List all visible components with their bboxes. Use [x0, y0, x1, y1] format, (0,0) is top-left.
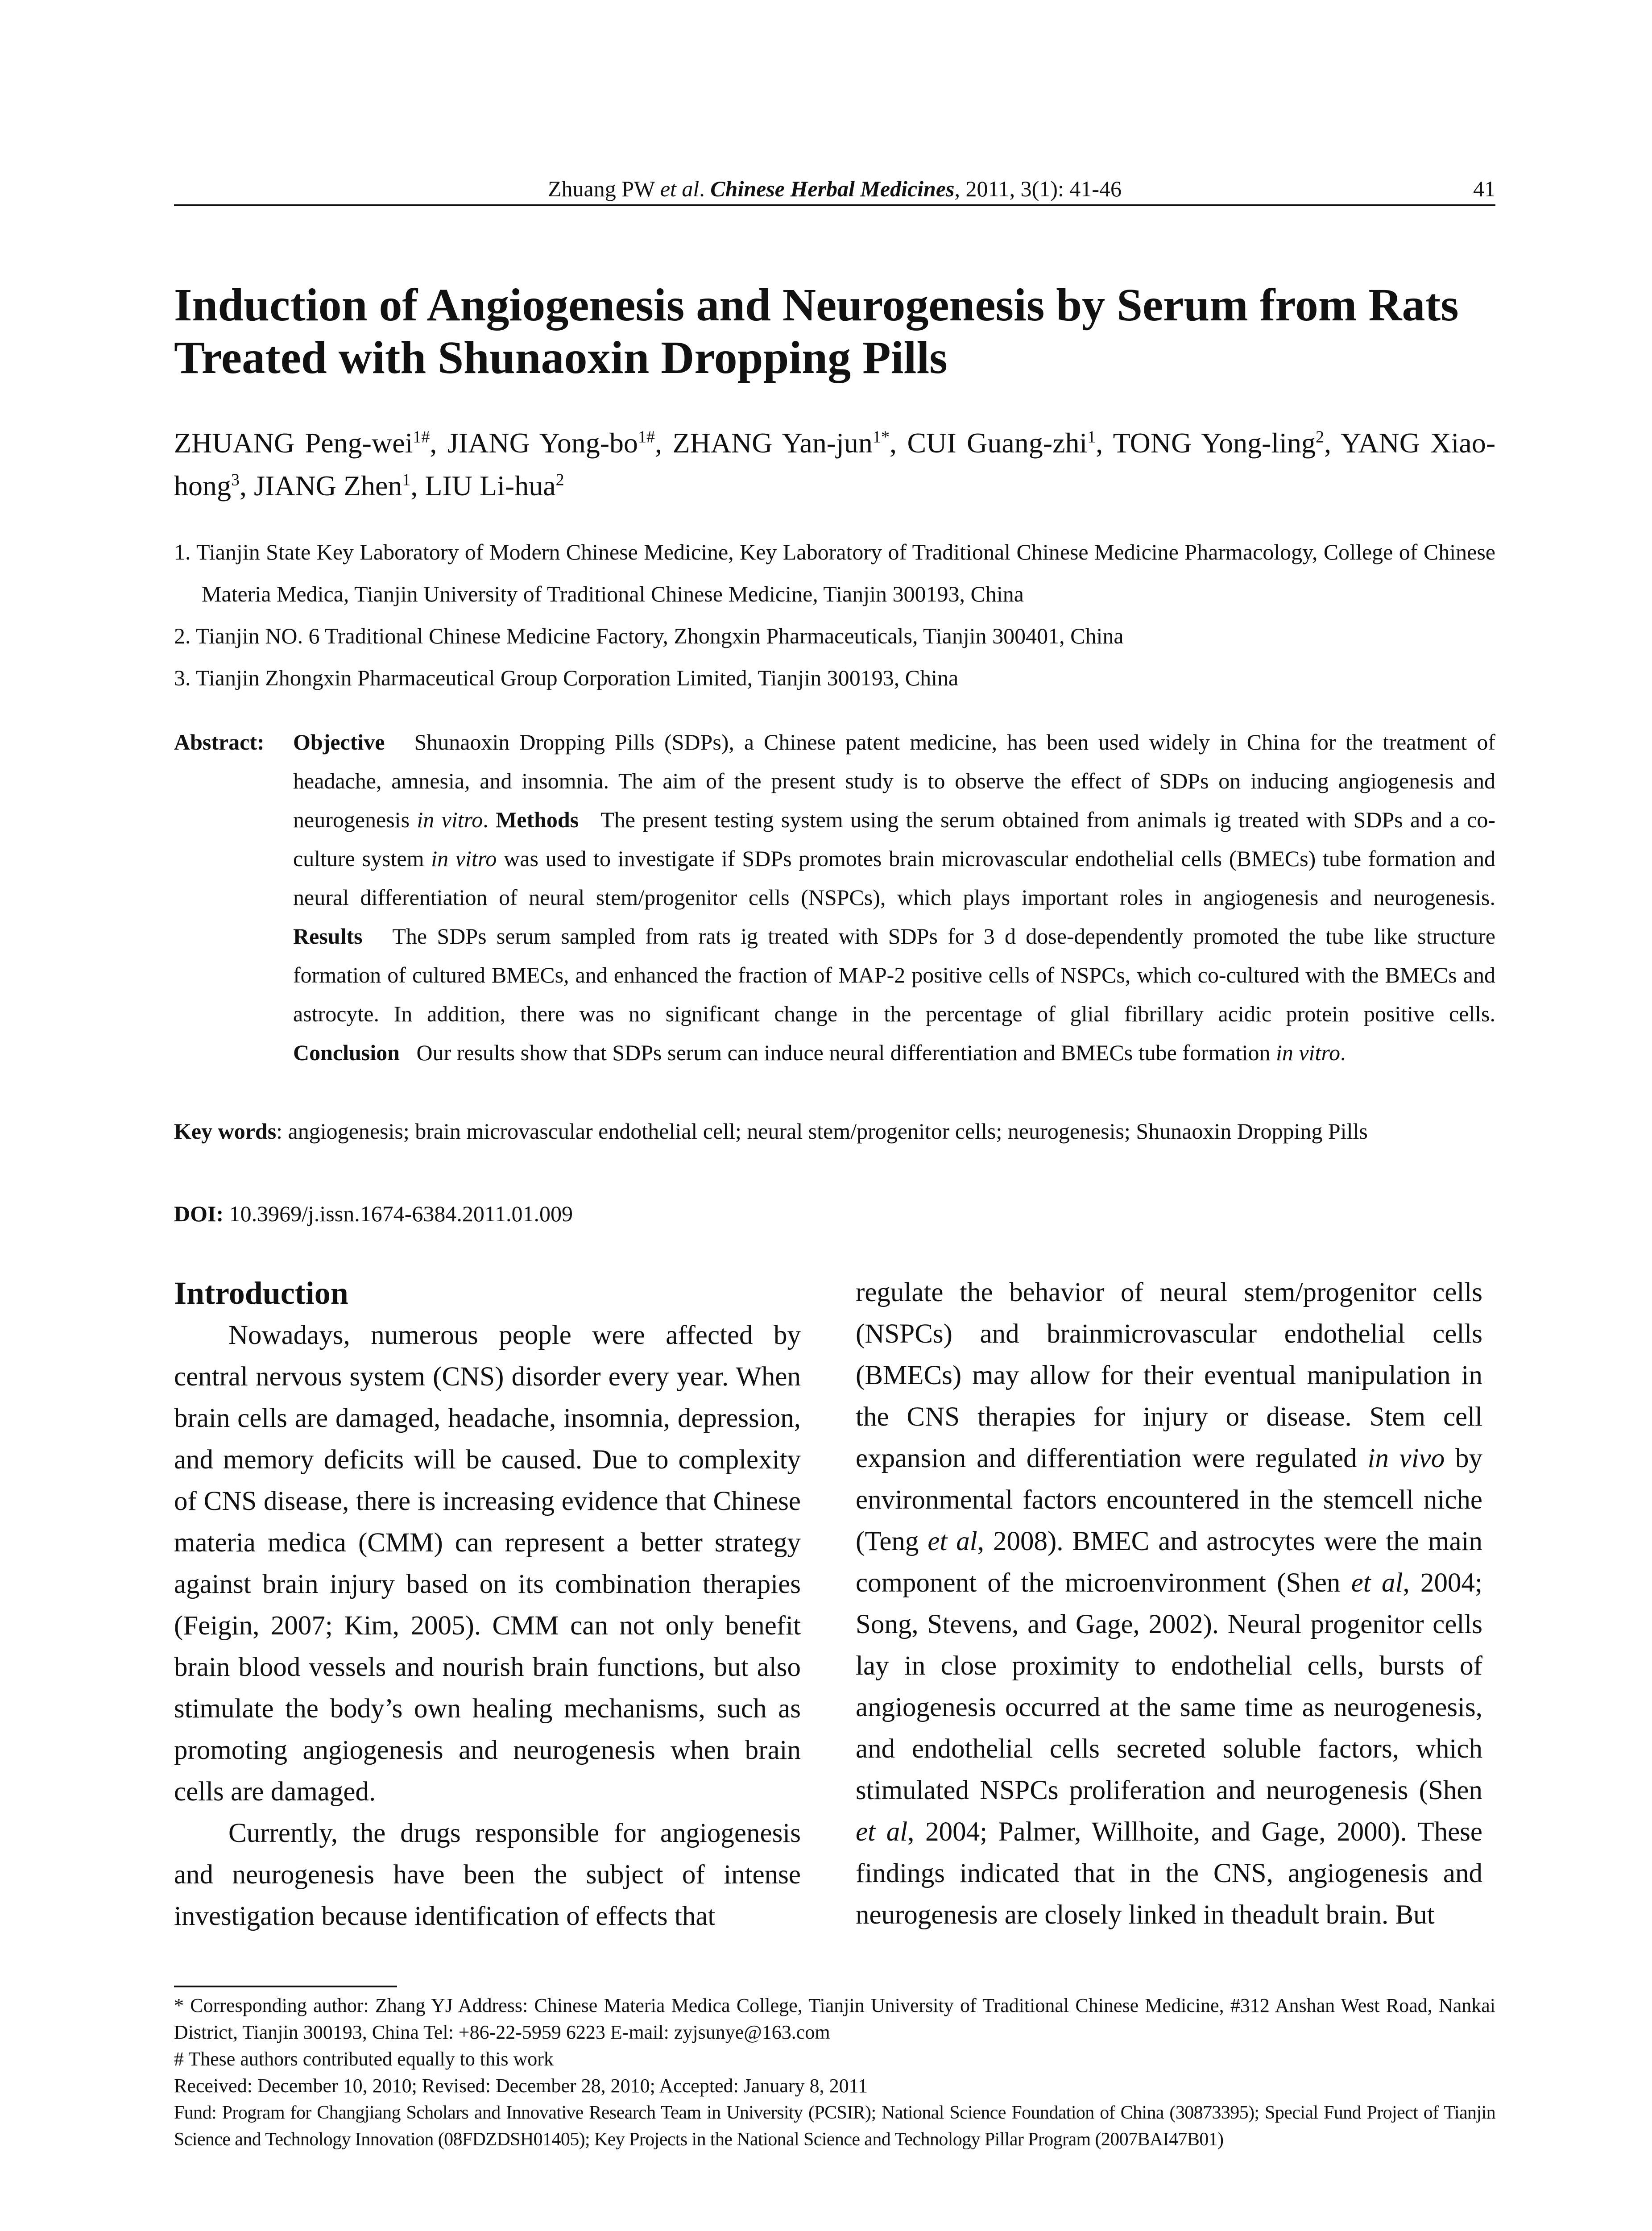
methods-text: The present testing system using the serum obtained from animals ig treated with SDPs and a co-culture system — [293, 807, 1495, 871]
etal-term: et al — [1351, 1568, 1403, 1598]
objective-end: . — [483, 807, 496, 832]
doi — [174, 1197, 1495, 1230]
affiliation-2: 2. Tianjin NO. 6 Traditional Chinese Medicine Factory, Zhongxin Pharmaceuticals, Tianjin 300401, China — [174, 623, 1124, 648]
body-column-left — [174, 1272, 801, 1937]
footnotes — [174, 1992, 1495, 2153]
doi-label: DOI: — [174, 1201, 224, 1226]
footnote-received: Received: December 10, 2010; Revised: December 28, 2010; Accepted: January 8, 2011 — [174, 2075, 868, 2097]
author-name: LIU Li-hua — [425, 470, 556, 502]
journal-name: Chinese Herbal Medicines — [710, 176, 955, 201]
running-header — [174, 173, 1495, 206]
text-run: , 2004; Song, Stevens, and Gage, 2002). Neural progenitor cells lay in close proximity to endothelial cells, bursts of angiogenesis occurred at the same time as neurogenesis, and endothelial cells secreted soluble factors, which stimulated NSPCs proliferation and neurogenesis (Shen — [856, 1568, 1482, 1805]
running-header-citation — [174, 173, 1495, 204]
intro-paragraph-1: Nowadays, numerous people were affected by central nervous system (CNS) disorder every year. When brain cells are damaged, headache, insomnia, depression, and memory deficits will be caused. Due to complexity of CNS disease, there is increasing evidence that Chinese materia medica (CMM) can represent a better strategy against brain injury based on its combination therapies (Feigin, 2007; Kim, 2005). CMM can not only benefit brain blood vessels and nourish brain functions, but also stimulate the body’s own healing mechanisms, such as promoting angiogenesis and neurogenesis when brain cells are damaged. — [174, 1320, 801, 1807]
body-column-right — [856, 1272, 1482, 1936]
in-vivo-term: in vivo — [1367, 1443, 1445, 1473]
author-affiliation-marker: 1 — [402, 470, 411, 489]
footnote-equal-contribution: # These authors contributed equally to this work — [174, 2048, 554, 2070]
author-name: YANG Xiao-hong — [174, 427, 1496, 502]
footnote-separator — [174, 1986, 397, 1987]
etal-term: et al — [856, 1817, 908, 1847]
affiliation-1: 1. Tianjin State Key Laboratory of Modern Chinese Medicine, Key Laboratory of Traditional Chinese Medicine Pharmacology, College of Chinese Materia Medica, Tianjin University of Traditional Chinese Medicine, Tianjin 300193, China — [174, 539, 1495, 606]
keywords-text: : angiogenesis; brain microvascular endothelial cell; neural stem/progenitor cells; neurogenesis; Shunaoxin Dropping Pills — [276, 1119, 1368, 1144]
author-affiliation-marker: 1# — [413, 427, 430, 447]
intro-paragraph-2-continued — [856, 1272, 1482, 1936]
in-vitro-term: in vitro — [417, 807, 483, 832]
text-run: , 2004; Palmer, Willhoite, and Gage, 2000). These findings indicated that in the CNS, angiogenesis and neurogenesis are closely linked in theadult brain. But — [856, 1817, 1482, 1930]
abstract-label: Abstract: — [174, 730, 265, 755]
conclusion-label: Conclusion — [293, 1040, 400, 1065]
affiliation-3: 3. Tianjin Zhongxin Pharmaceutical Group Corporation Limited, Tianjin 300193, China — [174, 665, 959, 690]
author-affiliation-marker: 2 — [555, 470, 564, 489]
results-label: Results — [293, 924, 363, 949]
author-name: ZHANG Yan-jun — [672, 427, 873, 459]
author-affiliation-marker: 1# — [638, 427, 655, 447]
author-affiliation-marker: 1* — [872, 427, 890, 447]
header-citation: , 2011, 3(1): 41-46 — [954, 176, 1122, 201]
author-affiliation-marker: 3 — [231, 470, 240, 489]
header-etal: et al — [660, 176, 700, 201]
affiliations — [174, 531, 1495, 699]
author-name: JIANG Zhen — [254, 470, 402, 502]
methods-label: Methods — [496, 807, 579, 832]
keywords-label: Key words — [174, 1119, 277, 1144]
footnote-fund: Fund: Program for Changjiang Scholars and Innovative Research Team in University (PCSIR); National Science Foundation of China (30873395); Special Fund Project of Tianjin Science and Technology Innovation (08FDZDSH01405); Key Projects in the National Science and Technology Pillar Program (2007BAI47B01) — [174, 2102, 1495, 2150]
section-heading-introduction: Introduction — [174, 1275, 348, 1311]
author-name: CUI Guang-zhi — [907, 427, 1088, 459]
abstract-body — [293, 723, 1495, 1072]
results-text: The SDPs serum sampled from rats ig treated with SDPs for 3 d dose-dependently promoted the tube like structure formation of cultured BMECs, and enhanced the fraction of MAP-2 positive cells of NSPCs, which co-cultured with the BMECs and astrocyte. In addition, there was no significant change in the percentage of glial fibrillary acidic protein positive cells. — [293, 924, 1495, 1026]
in-vitro-term: in vitro — [1275, 1040, 1340, 1065]
footnote-corresponding: * Corresponding author: Zhang YJ Address: Chinese Materia Medica College, Tianjin University of Traditional Chinese Medicine, #312 Anshan West Road, Nankai District, Tianjin 300193, China Tel: +86-22-5959 6223 E-mail: zyjsunye@163.com — [174, 1995, 1495, 2043]
objective-label: Objective — [293, 730, 385, 755]
author-list: ZHUANG Peng-wei$^{1\#}$, JIANG Yong-$bo^{1\#}$, ZHANG Yan-jun$^{1*}$, CUI Guang-zhi$^1$, TONG Yong-ling$^2$, YANG Xiao-hong$^3$, JIANG Zhen$^1$, LIU Li-hua$^2$ — [174, 427, 1496, 502]
author-name: ZHUANG Peng-wei — [174, 427, 413, 459]
conclusion-end: . — [1340, 1040, 1346, 1065]
keywords — [174, 1115, 1495, 1148]
header-period: . — [699, 176, 711, 201]
methods-text-cont: was used to investigate if SDPs promotes brain microvascular endothelial cells (BMECs) tube formation and neural differentiation of neural stem/progenitor cells (NSPCs), which plays important roles in angiogenesis and neurogenesis. — [293, 846, 1495, 910]
text-run: regulate the behavior of neural stem/progenitor cells (NSPCs) and brainmicrovascular endothelial cells (BMECs) may allow for their eventual manipulation in the CNS therapies for injury or disease. Stem cell expansion and differentiation were regulated — [856, 1277, 1482, 1473]
author-name: JIANG Yong-bo — [447, 427, 638, 459]
objective-text: Shunaoxin Dropping Pills (SDPs), a Chinese patent medicine, has been used widely in China for the treatment of headache, amnesia, and insomnia. The aim of the present study is to observe the effect of SDPs on inducing angiogenesis and neurogenesis — [293, 730, 1496, 832]
intro-paragraph-2: Currently, the drugs responsible for angiogenesis and neurogenesis have been the subject of intense investigation because identification of effects that — [174, 1818, 801, 1931]
page-number: 41 — [1473, 176, 1495, 201]
abstract — [174, 723, 1495, 1072]
header-authors: Zhuang PW — [547, 176, 660, 201]
text-run: by environmental factors encountered in the stemcell niche (Teng — [856, 1443, 1483, 1556]
author-affiliation-marker: 2 — [1316, 427, 1325, 447]
paper-title: Induction of Angiogenesis and Neurogenesis by Serum from Rats Treated with Shunaoxin Dropping Pills — [174, 279, 1459, 383]
conclusion-text: Our results show that SDPs serum can induce neural differentiation and BMECs tube formation — [416, 1040, 1276, 1065]
etal-term: et al — [927, 1526, 977, 1556]
in-vitro-term: in vitro — [431, 846, 497, 871]
author-name: TONG Yong-ling — [1113, 427, 1316, 459]
author-affiliation-marker: 1 — [1087, 427, 1096, 447]
text-run: , 2008). BMEC and astrocytes were the main component of the microenvironment (Shen — [856, 1526, 1482, 1598]
doi-value[interactable]: 10.3969/j.issn.1674-6384.2011.01.009 — [224, 1201, 573, 1226]
